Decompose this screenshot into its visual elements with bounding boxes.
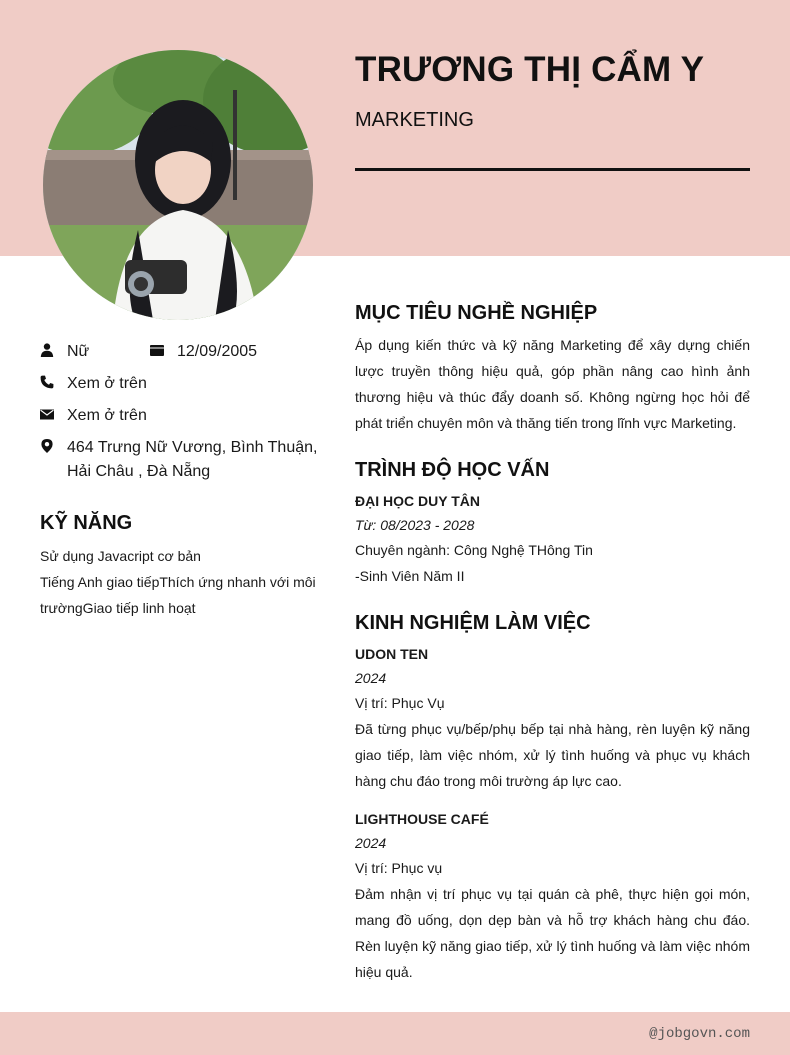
objective-text: Áp dụng kiến thức và kỹ năng Marketing để xây dựng chiến lược truyền thông hiệu quả, góp phần nâng cao hình ảnh thương hiệu và thúc đẩy doanh số. Không ngừng học hỏi để phát triển chuyên môn và thăng tiến trong lĩnh vực Marketing. xyxy=(355,337,750,431)
candidate-role: MARKETING xyxy=(355,109,474,131)
mail-icon xyxy=(40,405,54,423)
job-description: Đã từng phục vụ/bếp/phụ bếp tại nhà hàng, rèn luyện kỹ năng giao tiếp, làm việc nhóm, xử lý tình huống và phục vụ khách hàng chu đáo trong môi trường áp lực cao. xyxy=(355,721,750,789)
email-row xyxy=(40,404,147,428)
calendar-icon xyxy=(150,341,164,359)
skills-line-1: Sử dụng Javacript cơ bản xyxy=(40,548,201,564)
title-divider xyxy=(355,168,750,171)
phone-value: Xem ở trên xyxy=(67,375,147,392)
birthdate-value: 12/09/2005 xyxy=(177,343,258,360)
location-icon xyxy=(40,437,54,455)
job-position: Vị trí: Phục vụ xyxy=(355,860,443,876)
footer-watermark: @jobgovn.com xyxy=(649,1026,750,1042)
objective-title: MỤC TIÊU NGHỀ NGHIỆP xyxy=(355,302,598,324)
skills-title: KỸ NĂNG xyxy=(40,512,133,534)
education-major: Chuyên ngành: Công Nghệ THông Tin xyxy=(355,542,593,558)
phone-icon xyxy=(40,373,54,391)
experience-title: KINH NGHIỆM LÀM VIỆC xyxy=(355,612,591,634)
address-value xyxy=(67,436,317,484)
skills-line-2: Tiếng Anh giao tiếpThích ứng nhanh với môi trườngGiao tiếp linh hoạt xyxy=(40,574,316,616)
birthdate-row xyxy=(150,340,257,364)
profile-photo xyxy=(43,50,313,320)
gender-row xyxy=(40,340,89,364)
skills-text xyxy=(40,543,325,621)
job-company: UDON TEN xyxy=(355,646,429,662)
address-line-2: Hải Châu , Đà Nẵng xyxy=(67,463,211,480)
address-line-1: 464 Trưng Nữ Vương, Bình Thuận, xyxy=(67,439,318,456)
job-year: 2024 xyxy=(355,835,387,851)
job-description: Đảm nhận vị trí phục vụ tại quán cà phê, thực hiện gọi món, mang đồ uống, dọn dẹp bàn và hỗ trợ khách hàng chu đáo. Rèn luyện kỹ năng giao tiếp, xử lý tình huống và làm việc nhóm hiệu quả. xyxy=(355,886,750,980)
education-note: -Sinh Viên Năm II xyxy=(355,568,465,584)
candidate-name: TRƯƠNG THỊ CẨM Y xyxy=(355,50,705,89)
education-title: TRÌNH ĐỘ HỌC VẤN xyxy=(355,459,550,481)
phone-row xyxy=(40,372,147,396)
job-year: 2024 xyxy=(355,670,387,686)
person-icon xyxy=(40,341,54,359)
job-position: Vị trí: Phục Vụ xyxy=(355,695,445,711)
email-value: Xem ở trên xyxy=(67,407,147,424)
job-company: LIGHTHOUSE CAFÉ xyxy=(355,811,489,827)
education-school: ĐẠI HỌC DUY TÂN xyxy=(355,493,480,509)
education-period: Từ: 08/2023 - 2028 xyxy=(355,517,475,533)
gender-value: Nữ xyxy=(67,343,90,360)
address-row xyxy=(40,436,317,484)
